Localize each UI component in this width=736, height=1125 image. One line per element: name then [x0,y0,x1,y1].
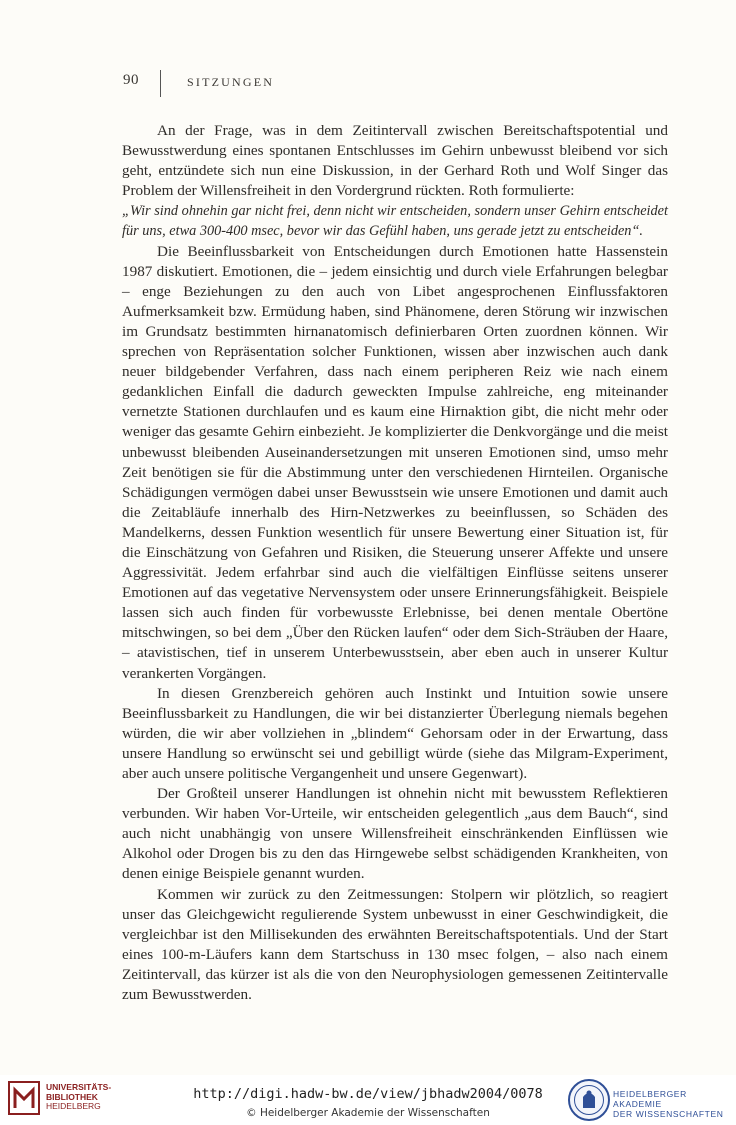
paragraph-3: In diesen Grenzbereich gehören auch Instinkt und Intuition sowie unsere Beeinflussbarkeit zu Handlungen, die wir bei distanzierter Überlegung niemals begehen würden, die wir aber vollziehen in „blindem“ Gehorsam oder in der Erwartung, dass unsere Handlung so erwünscht sei und gebilligt würde (siehe das Milgram-Experiment, aber auch unsere politische Vergangenheit und unsere Gegenwart). [122,684,668,782]
academy-name-line1: HEIDELBERGER AKADEMIE [613,1089,687,1109]
paragraph-4: Der Großteil unserer Handlungen ist ohnehin nicht mit bewusstem Reflektieren verbunden. Wir haben Vor-Urteile, wir entscheiden gelegentlich „aus dem Bauch“, sind auch nicht unabhängig von unsere Willensfreiheit einschränkenden Einflüssen wie Alkohol oder Drogen bis zu den das Hirngewebe selbst schädigenden Krankheiten, von denen einige Beispiele genannt wurden. [122,785,668,883]
page-header [119,70,679,98]
body-text [122,121,668,1005]
library-name-line2: BIBLIOTHEK [46,1091,98,1102]
footer [0,1075,736,1125]
library-name-line3: HEIDELBERG [46,1101,101,1111]
permalink-url[interactable]: http://digi.hadw-bw.de/view/jbhadw2004/0078 [193,1086,543,1102]
paragraph-2: Die Beeinflussbarkeit von Entscheidungen durch Emotionen hatte Hassenstein 1987 diskutiert. Emotionen, die – jedem einsichtig und durch viele Erfahrungen belegbar – enge Beziehungen zu den auch von Libet angesprochenen Einflussfaktoren Aufmerksamkeit bzw. Ermüdung haben, sind Phänomene, deren Störung wir inzwischen im Grundsatz bestimmten hirnanatomisch definierbaren Orten zuordnen können. Wir sprechen von Repräsentation solcher Funktionen, wissen aber inzwischen auch dank neuer bildgebender Verfahren, dass nach einem peripheren Reiz wie nach einem gedanklichen Einfall die dadurch geweckten Impulse zahlreiche, eng miteinander vernetzte Stationen durchlaufen und es kaum eine Hirnaktion gibt, die nicht mehr oder weniger das gesamte Gehirn einbezieht. Je komplizierter die Denkvorgänge und die meist unbewusst bleibenden Auseinandersetzungen mit unseren Emotionen sind, umso mehr Zeit benötigen sie für die Abstimmung unter den verschiedenen Hirnteilen. Organische Schädigungen vermögen dabei unser Bewusstsein wie unsere Emotionen und damit auch die Zeitabläufe innerhalb des Hirn-Netzwerkes zu beeinflussen, so Schäden des Mandelkerns, dessen Funktion wesentlich für unsere Bewertung einer Situation ist, für die Einschätzung von Gefahren und Risiken, die Steuerung unserer Affekte und unsere Aggressivität. Jedem erfahrbar sind auch die vielfältigen Einflüsse seitens unserer Emotionen auf das vegetative Nervensystem oder unsere Erinnerungsfähigkeit. Beispiele lassen sich auch finden für vorbewusste Erlebnisse, bei denen mentale Obertöne mitschwingen, so bei dem „Über den Rücken laufen“ oder dem Sich-Sträuben der Haare, – atavistischen, tief in unserem Unterbewusstsein, aber eben auch in unserer Kultur verankerten Vorgängen. [122,242,668,682]
page-number: 90 [123,72,139,88]
paragraph-5: Kommen wir zurück zu den Zeitmessungen: Stolpern wir plötzlich, so reagiert unser das Gleichgewicht regulierende System unbewusst in einer Geschwindigkeit, die vergleichbar ist den Millisekunden des erwähnten Bereitschaftspotentials. Und der Start eines 100-m-Läufers kann dem Startschuss in 130 msec folgen, – also nach einem Zeitintervall, das kürzer ist als die von den Neurophysiologen gemessenen Zeitintervalle zum Bewusstwerden. [122,885,668,1004]
running-head: SITZUNGEN [187,75,275,89]
header-divider [160,70,161,97]
copyright-notice: © Heidelberger Akademie der Wissenschaften [246,1107,490,1119]
roth-quote: „Wir sind ohnehin gar nicht frei, denn nicht wir entscheiden, sondern unser Gehirn entscheidet für uns, etwa 300-400 msec, bevor wir das Gefühl haben, uns gerade jetzt zu entscheiden“. [122,203,668,240]
library-name-line1: UNIVERSITÄTS- [46,1082,112,1092]
academy-seal-icon [567,1078,611,1122]
paragraph-1: An der Frage, was in dem Zeitintervall zwischen Bereitschaftspotential und Bewusstwerdung eines spontanen Entschlusses im Gehirn unbewusst bleibend vor sich geht, entzündete sich nun eine Diskussion, in der Gerhard Roth und Wolf Singer das Problem der Willensfreiheit in den Vordergrund rückten. Roth formulierte: [122,122,668,200]
academy-name [613,1089,736,1119]
academy-name-line2: DER WISSENSCHAFTEN [613,1109,724,1119]
